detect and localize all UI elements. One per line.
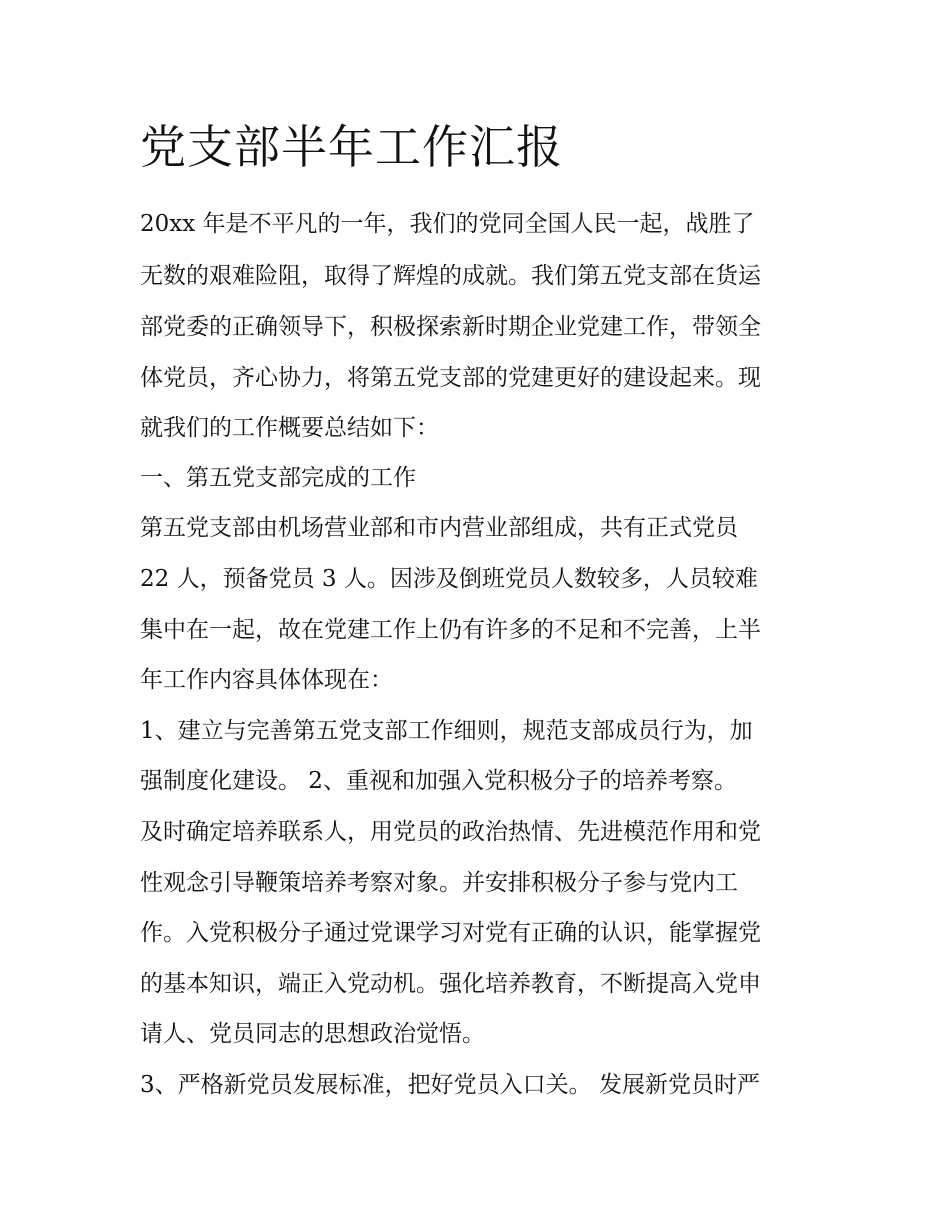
body-line: 22 人，预备党员 3 人。因涉及倒班党员人数较多，人员较难 bbox=[140, 566, 758, 592]
body-line: 及时确定培养联系人，用党员的政治热情、先进模范作用和党 bbox=[140, 819, 761, 845]
body-line: 部党委的正确领导下，积极探索新时期企业党建工作，带领全 bbox=[140, 314, 761, 340]
document-title: 党支部半年工作汇报 bbox=[140, 120, 563, 174]
section-heading: 一、第五党支部完成的工作 bbox=[140, 465, 416, 491]
body-line: 体党员，齐心协力，将第五党支部的党建更好的建设起来。现 bbox=[140, 365, 761, 391]
body-line: 强制度化建设。 2、重视和加强入党积极分子的培养考察。 bbox=[140, 768, 737, 794]
body-line: 作。入党积极分子通过党课学习对党有正确的认识，能掌握党 bbox=[140, 920, 761, 946]
body-line: 无数的艰难险阻，取得了辉煌的成就。我们第五党支部在货运 bbox=[140, 263, 761, 289]
body-line: 1、建立与完善第五党支部工作细则，规范支部成员行为，加 bbox=[140, 718, 753, 744]
body-line: 的基本知识，端正入党动机。强化培养教育，不断提高入党申 bbox=[140, 971, 761, 997]
body-line: 性观念引导鞭策培养考察对象。并安排积极分子参与党内工 bbox=[140, 870, 738, 896]
body-line: 集中在一起，故在党建工作上仍有许多的不足和不完善，上半 bbox=[140, 617, 761, 643]
body-line: 20xx 年是不平凡的一年，我们的党同全国人民一起，战胜了 bbox=[140, 211, 755, 237]
body-line: 年工作内容具体体现在： bbox=[140, 667, 393, 693]
body-line: 请人、党员同志的思想政治觉悟。 bbox=[140, 1021, 485, 1047]
body-line: 3、严格新党员发展标准，把好党员入口关。 发展新党员时严 bbox=[140, 1072, 760, 1098]
body-line: 第五党支部由机场营业部和市内营业部组成，共有正式党员 bbox=[140, 515, 738, 541]
body-line: 就我们的工作概要总结如下： bbox=[140, 415, 439, 441]
